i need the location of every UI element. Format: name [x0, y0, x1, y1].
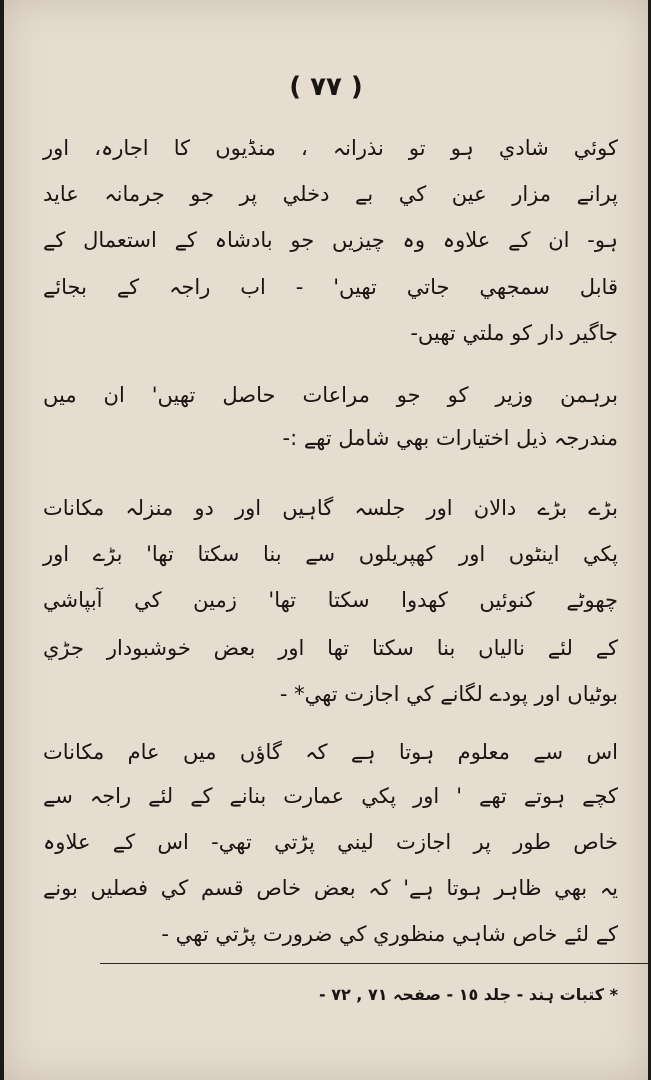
text-line: برہمن وزیر کو جو مراعات حاصل تھیں' ان میں — [43, 383, 618, 407]
text-line: کے لئے نالیاں بنا سکتا تھا اور بعض خوشبودار جڑي — [43, 636, 618, 660]
footnote: * کتبات ہند - جلد ١٥ - صفحہ ٧١ , ٧٢ - — [318, 985, 618, 1004]
text-line: یہ بھي ظاہر ہوتا ہے' کہ بعض خاص قسم کي فصلیں بونے — [43, 876, 618, 900]
text-line: ہو- ان کے علاوہ وہ چیزیں جو بادشاہ کے استعمال کے — [43, 228, 618, 252]
text-line: بوٹیاں اور پودے لگانے کي اجازت تھي* - — [279, 682, 618, 706]
page-number: ( ٧٧ ) — [289, 72, 363, 102]
text-line: چھوٹے کنوئیں کھدوا سکتا تھا' زمین کي آبپاشي — [43, 588, 618, 612]
text-line: پرانے مزار عین کي بے دخلي پر جو جرمانہ عاید — [43, 182, 618, 206]
text-line: بڑے بڑے دالان اور جلسہ گاہیں اور دو منزلہ مکانات — [43, 496, 618, 520]
text-line: کوئي شادي ہو تو نذرانہ ، منڈیوں کا اجارہ، اور — [43, 136, 618, 160]
footnote-divider — [100, 963, 648, 964]
text-line: کے لئے خاص شاہي منظوري کي ضرورت پڑتي تھي - — [161, 922, 618, 946]
text-line: کچے ہوتے تھے ' اور پکي عمارت بنانے کے لئے راجہ سے — [43, 784, 618, 808]
text-line: قابل سمجھي جاتي تھیں' - اب راجہ کے بجائے — [43, 275, 618, 299]
text-line: جاگیر دار کو ملتي تھیں- — [410, 321, 618, 345]
text-line: اس سے معلوم ہوتا ہے کہ گاؤں میں عام مکانات — [43, 740, 618, 764]
text-line: پکي اینٹوں اور کھپریلوں سے بنا سکتا تھا' بڑے اور — [43, 542, 618, 566]
text-line: خاص طور پر اجازت لیني پڑتي تھي- اس کے علاوہ — [43, 830, 618, 854]
text-line: مندرجہ ذیل اختیارات بھي شامل تھے :- — [282, 426, 618, 450]
book-page — [4, 0, 648, 1080]
